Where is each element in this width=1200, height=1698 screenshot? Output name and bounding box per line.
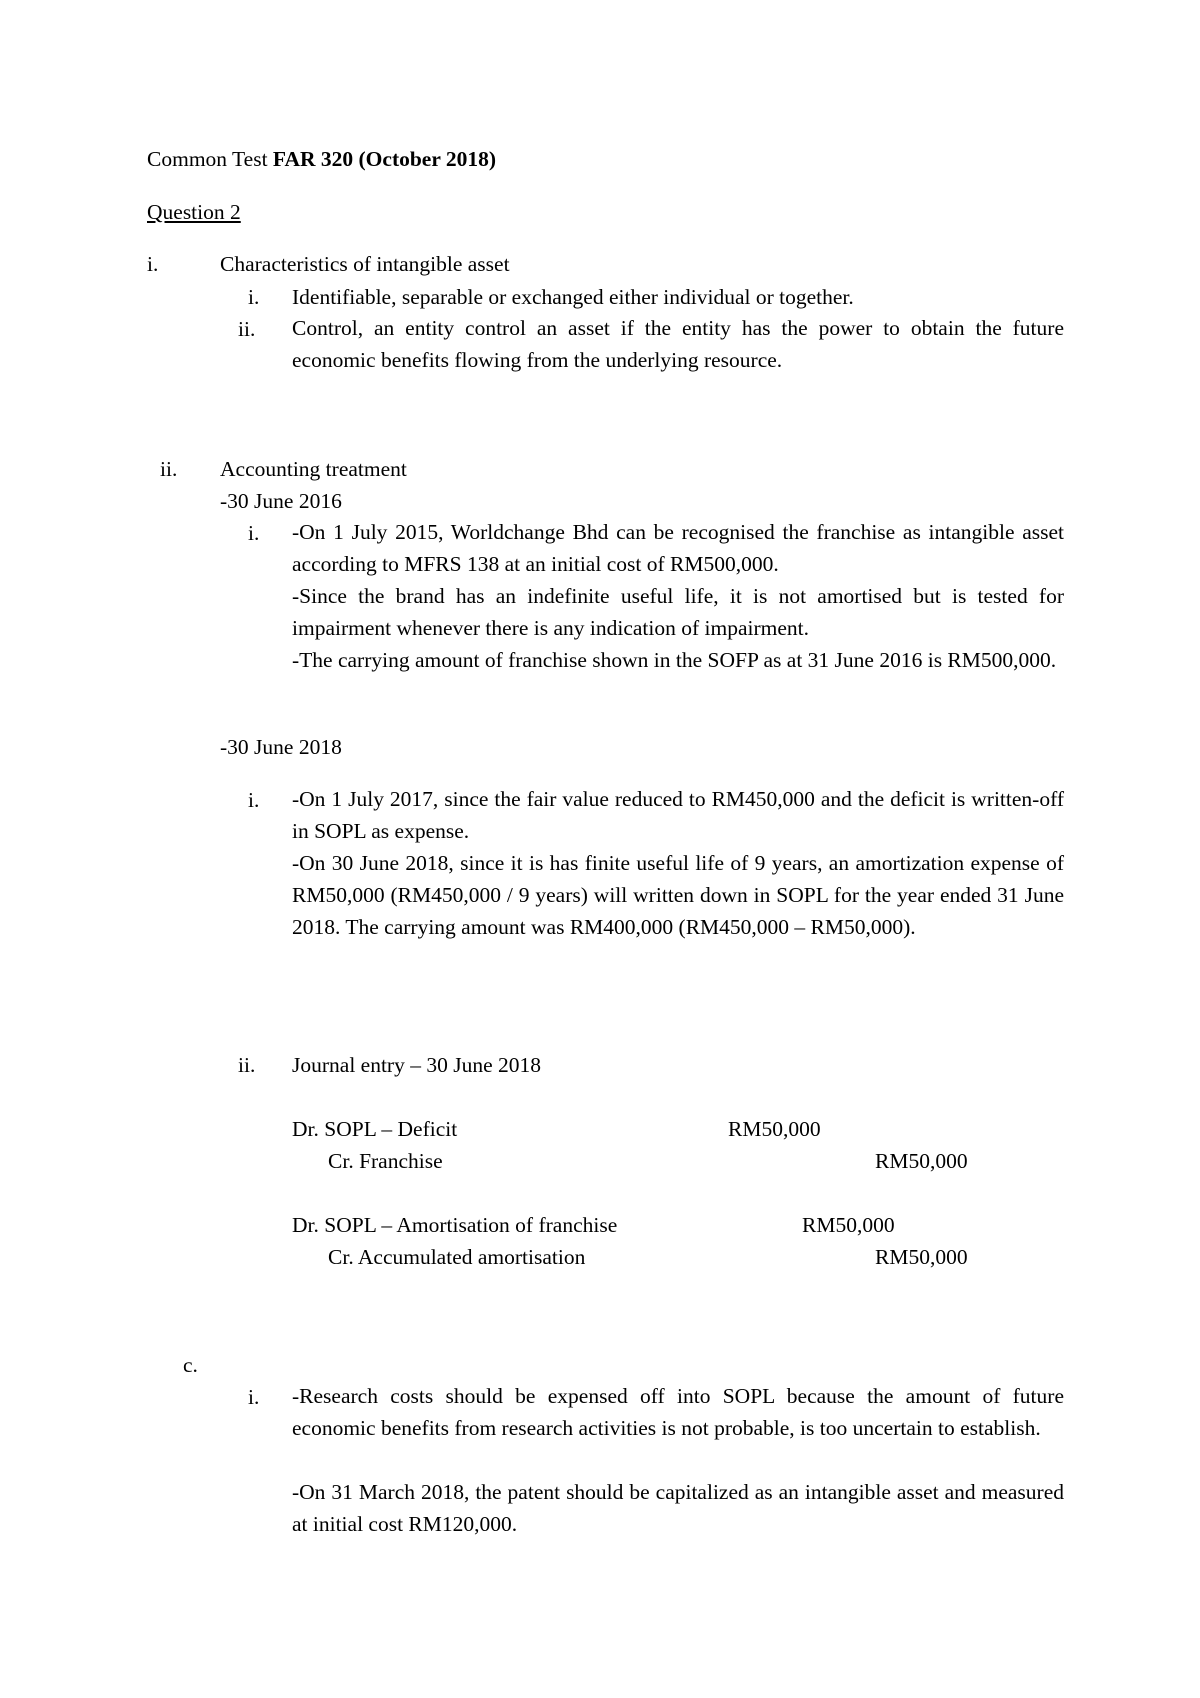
date-2016-heading: -30 June 2016 bbox=[220, 489, 342, 513]
part-i-item-marker: i. bbox=[248, 285, 260, 309]
journal-debit-label: Dr. SOPL – Amortisation of franchise bbox=[292, 1213, 618, 1237]
question-heading: Question 2 bbox=[147, 200, 241, 224]
part-i-item-text: Control, an entity control an asset if the entity has the power to obtain the future economic benefits flowing from the underlying resource. bbox=[292, 316, 1064, 372]
journal-debit-label: Dr. SOPL – Deficit bbox=[292, 1117, 458, 1141]
date-2018-heading: -30 June 2018 bbox=[220, 735, 342, 759]
part-i-item-marker: ii. bbox=[238, 317, 256, 341]
part-ii-marker: ii. bbox=[160, 457, 178, 481]
part-ii-heading: Accounting treatment bbox=[220, 457, 407, 481]
journal-debit-amount: RM50,000 bbox=[728, 1117, 821, 1141]
journal-credit-amount: RM50,000 bbox=[875, 1149, 968, 1173]
title-course-code: FAR 320 (October 2018) bbox=[272, 147, 497, 171]
item-2016-paragraph: -On 1 July 2015, Worldchange Bhd can be recognised the franchise as intangible asset according to MFRS 138 at an initial cost of RM500,000. bbox=[292, 520, 1064, 576]
part-c-paragraph: -Research costs should be expensed off into SOPL because the amount of future economic benefits from research activities is not probable, is too uncertain to establish. bbox=[292, 1384, 1064, 1440]
item-2018-marker: i. bbox=[248, 788, 260, 812]
journal-credit-amount: RM50,000 bbox=[875, 1245, 968, 1269]
item-2018-paragraph: -On 30 June 2018, since it is has finite useful life of 9 years, an amortization expense of RM50,000 (RM450,000 / 9 years) will written down in SOPL for the year ended 31 June 2018. The carrying amount was RM400,000 (RM450,000 – RM50,000). bbox=[292, 851, 1064, 939]
journal-heading: Journal entry – 30 June 2018 bbox=[292, 1053, 542, 1077]
journal-credit-label: Cr. Accumulated amortisation bbox=[328, 1245, 586, 1269]
journal-marker: ii. bbox=[238, 1053, 256, 1077]
document-title bbox=[147, 149, 496, 171]
part-c-item-marker: i. bbox=[248, 1385, 260, 1409]
item-2016-paragraph: -Since the brand has an indefinite useful life, it is not amortised but is tested for impairment whenever there is any indication of impairment. bbox=[292, 584, 1064, 640]
journal-credit-label: Cr. Franchise bbox=[328, 1149, 443, 1173]
item-2016-paragraph: -The carrying amount of franchise shown in the SOFP as at 31 June 2016 is RM500,000. bbox=[292, 648, 1057, 672]
title-prefix: Common Test bbox=[147, 147, 273, 171]
part-i-item-text: Identifiable, separable or exchanged either individual or together. bbox=[292, 285, 854, 309]
part-i-marker: i. bbox=[147, 252, 159, 276]
part-c-paragraph: -On 31 March 2018, the patent should be capitalized as an intangible asset and measured at initial cost RM120,000. bbox=[292, 1480, 1064, 1536]
part-c-marker: c. bbox=[183, 1353, 198, 1377]
part-i-heading: Characteristics of intangible asset bbox=[220, 252, 510, 276]
journal-debit-amount: RM50,000 bbox=[802, 1213, 895, 1237]
item-2018-paragraph: -On 1 July 2017, since the fair value reduced to RM450,000 and the deficit is written-off in SOPL as expense. bbox=[292, 787, 1064, 843]
item-2016-marker: i. bbox=[248, 521, 260, 545]
